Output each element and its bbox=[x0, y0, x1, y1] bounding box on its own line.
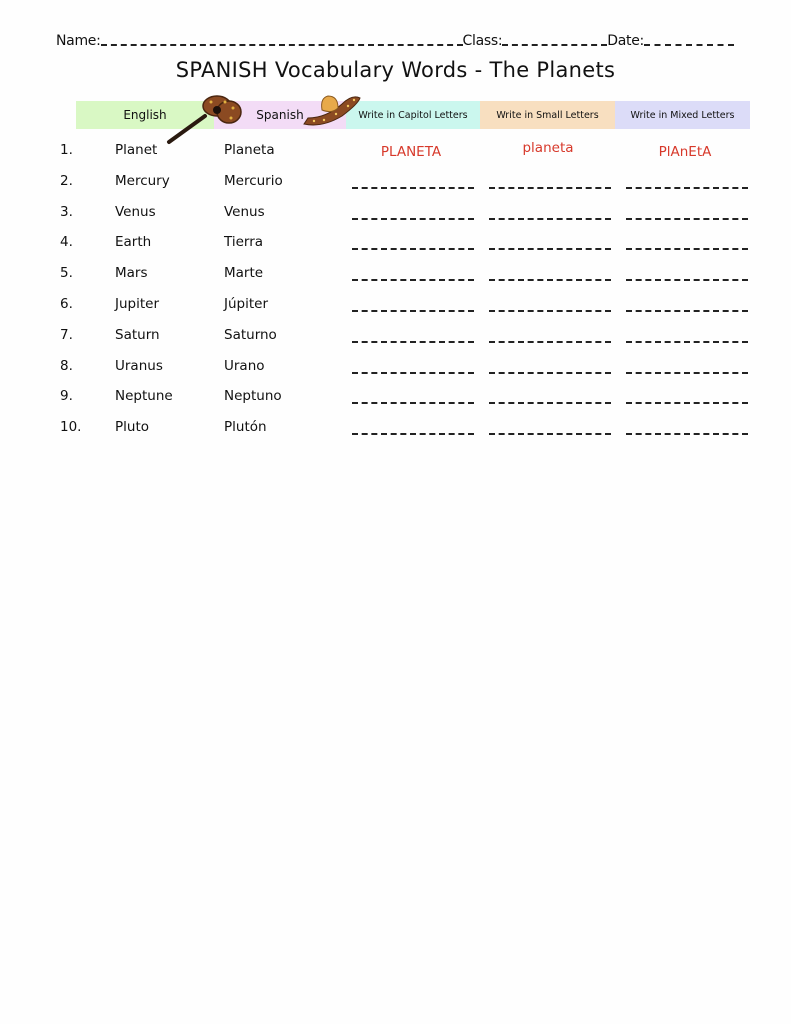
answer-blank-mixed[interactable] bbox=[626, 425, 748, 435]
english-word: Mercury bbox=[115, 172, 170, 189]
answer-blank-mixed[interactable] bbox=[626, 240, 748, 250]
column-header-mixed bbox=[615, 101, 750, 129]
table-row bbox=[0, 296, 791, 326]
column-label: Write in Small Letters bbox=[496, 109, 599, 121]
row-number: 6. bbox=[60, 296, 73, 312]
table-row bbox=[0, 265, 791, 295]
answer-blank-capital[interactable] bbox=[352, 333, 474, 343]
spanish-word: Plutón bbox=[224, 419, 267, 436]
spanish-word: Tierra bbox=[224, 234, 264, 251]
example-small: planeta bbox=[522, 140, 574, 156]
example-mixed: PlAnEtA bbox=[658, 144, 712, 160]
english-word: Planet bbox=[115, 142, 158, 158]
answer-blank-small[interactable] bbox=[489, 364, 611, 374]
table-row bbox=[0, 234, 791, 264]
date-blank[interactable] bbox=[644, 34, 734, 46]
table-row bbox=[0, 173, 791, 203]
answer-blank-mixed[interactable] bbox=[626, 210, 748, 220]
date-label: Date: bbox=[607, 33, 644, 49]
example-capital: PLANETA bbox=[380, 144, 442, 160]
spanish-word: Neptuno bbox=[224, 388, 282, 405]
page-title: SPANISH Vocabulary Words - The Planets bbox=[175, 58, 616, 82]
answer-blank-small[interactable] bbox=[489, 333, 611, 343]
answer-blank-small[interactable] bbox=[489, 210, 611, 220]
table-row bbox=[0, 142, 791, 172]
answer-blank-capital[interactable] bbox=[352, 425, 474, 435]
spanish-word: Mercurio bbox=[224, 172, 283, 189]
name-label: Name: bbox=[56, 33, 101, 49]
column-label: Write in Mixed Letters bbox=[630, 109, 735, 121]
english-word: Saturn bbox=[115, 326, 160, 343]
answer-blank-capital[interactable] bbox=[352, 240, 474, 250]
english-word: Neptune bbox=[115, 388, 173, 405]
table-row bbox=[0, 204, 791, 234]
column-header-capital bbox=[346, 101, 480, 129]
spanish-word: Marte bbox=[224, 265, 264, 282]
answer-blank-mixed[interactable] bbox=[626, 333, 748, 343]
english-word: Jupiter bbox=[115, 296, 160, 312]
answer-blank-mixed[interactable] bbox=[626, 302, 748, 312]
answer-blank-small[interactable] bbox=[489, 271, 611, 281]
row-number: 4. bbox=[60, 234, 73, 251]
column-header-small bbox=[480, 101, 615, 129]
english-word: Mars bbox=[115, 265, 148, 282]
answer-blank-capital[interactable] bbox=[352, 179, 474, 189]
row-number: 9. bbox=[60, 388, 73, 405]
answer-blank-small[interactable] bbox=[489, 179, 611, 189]
column-label: Spanish bbox=[256, 108, 304, 122]
answer-blank-mixed[interactable] bbox=[626, 364, 748, 374]
column-label: English bbox=[123, 108, 167, 122]
row-number: 1. bbox=[60, 142, 73, 158]
answer-blank-small[interactable] bbox=[489, 240, 611, 250]
spanish-word: Urano bbox=[224, 357, 265, 374]
row-number: 3. bbox=[60, 203, 73, 220]
table-row bbox=[0, 388, 791, 418]
english-word: Uranus bbox=[115, 357, 163, 374]
student-info-line bbox=[56, 33, 748, 49]
row-number: 2. bbox=[60, 172, 73, 189]
answer-blank-small[interactable] bbox=[489, 425, 611, 435]
answer-blank-small[interactable] bbox=[489, 394, 611, 404]
answer-blank-mixed[interactable] bbox=[626, 179, 748, 189]
answer-blank-capital[interactable] bbox=[352, 271, 474, 281]
answer-blank-capital[interactable] bbox=[352, 302, 474, 312]
english-word: Earth bbox=[115, 234, 152, 251]
answer-blank-mixed[interactable] bbox=[626, 394, 748, 404]
spanish-word: Saturno bbox=[224, 326, 277, 343]
row-number: 5. bbox=[60, 265, 73, 282]
table-row bbox=[0, 419, 791, 449]
answer-blank-small[interactable] bbox=[489, 302, 611, 312]
sombrero-icon bbox=[302, 92, 362, 134]
row-number: 7. bbox=[60, 326, 73, 343]
row-number: 8. bbox=[60, 357, 73, 374]
class-blank[interactable] bbox=[502, 34, 607, 46]
english-word: Venus bbox=[115, 203, 156, 220]
english-word: Pluto bbox=[115, 419, 150, 436]
answer-blank-mixed[interactable] bbox=[626, 271, 748, 281]
row-number: 10. bbox=[60, 419, 82, 436]
class-label: Class: bbox=[462, 33, 503, 49]
column-label: Write in Capitol Letters bbox=[358, 109, 468, 121]
answer-blank-capital[interactable] bbox=[352, 394, 474, 404]
table-row bbox=[0, 358, 791, 388]
spanish-word: Planeta bbox=[224, 142, 275, 158]
answer-blank-capital[interactable] bbox=[352, 210, 474, 220]
guitar-icon bbox=[165, 92, 245, 146]
answer-blank-capital[interactable] bbox=[352, 364, 474, 374]
spanish-word: Venus bbox=[224, 203, 265, 220]
spanish-word: Júpiter bbox=[224, 296, 269, 312]
table-row bbox=[0, 327, 791, 357]
name-blank[interactable] bbox=[101, 34, 463, 46]
